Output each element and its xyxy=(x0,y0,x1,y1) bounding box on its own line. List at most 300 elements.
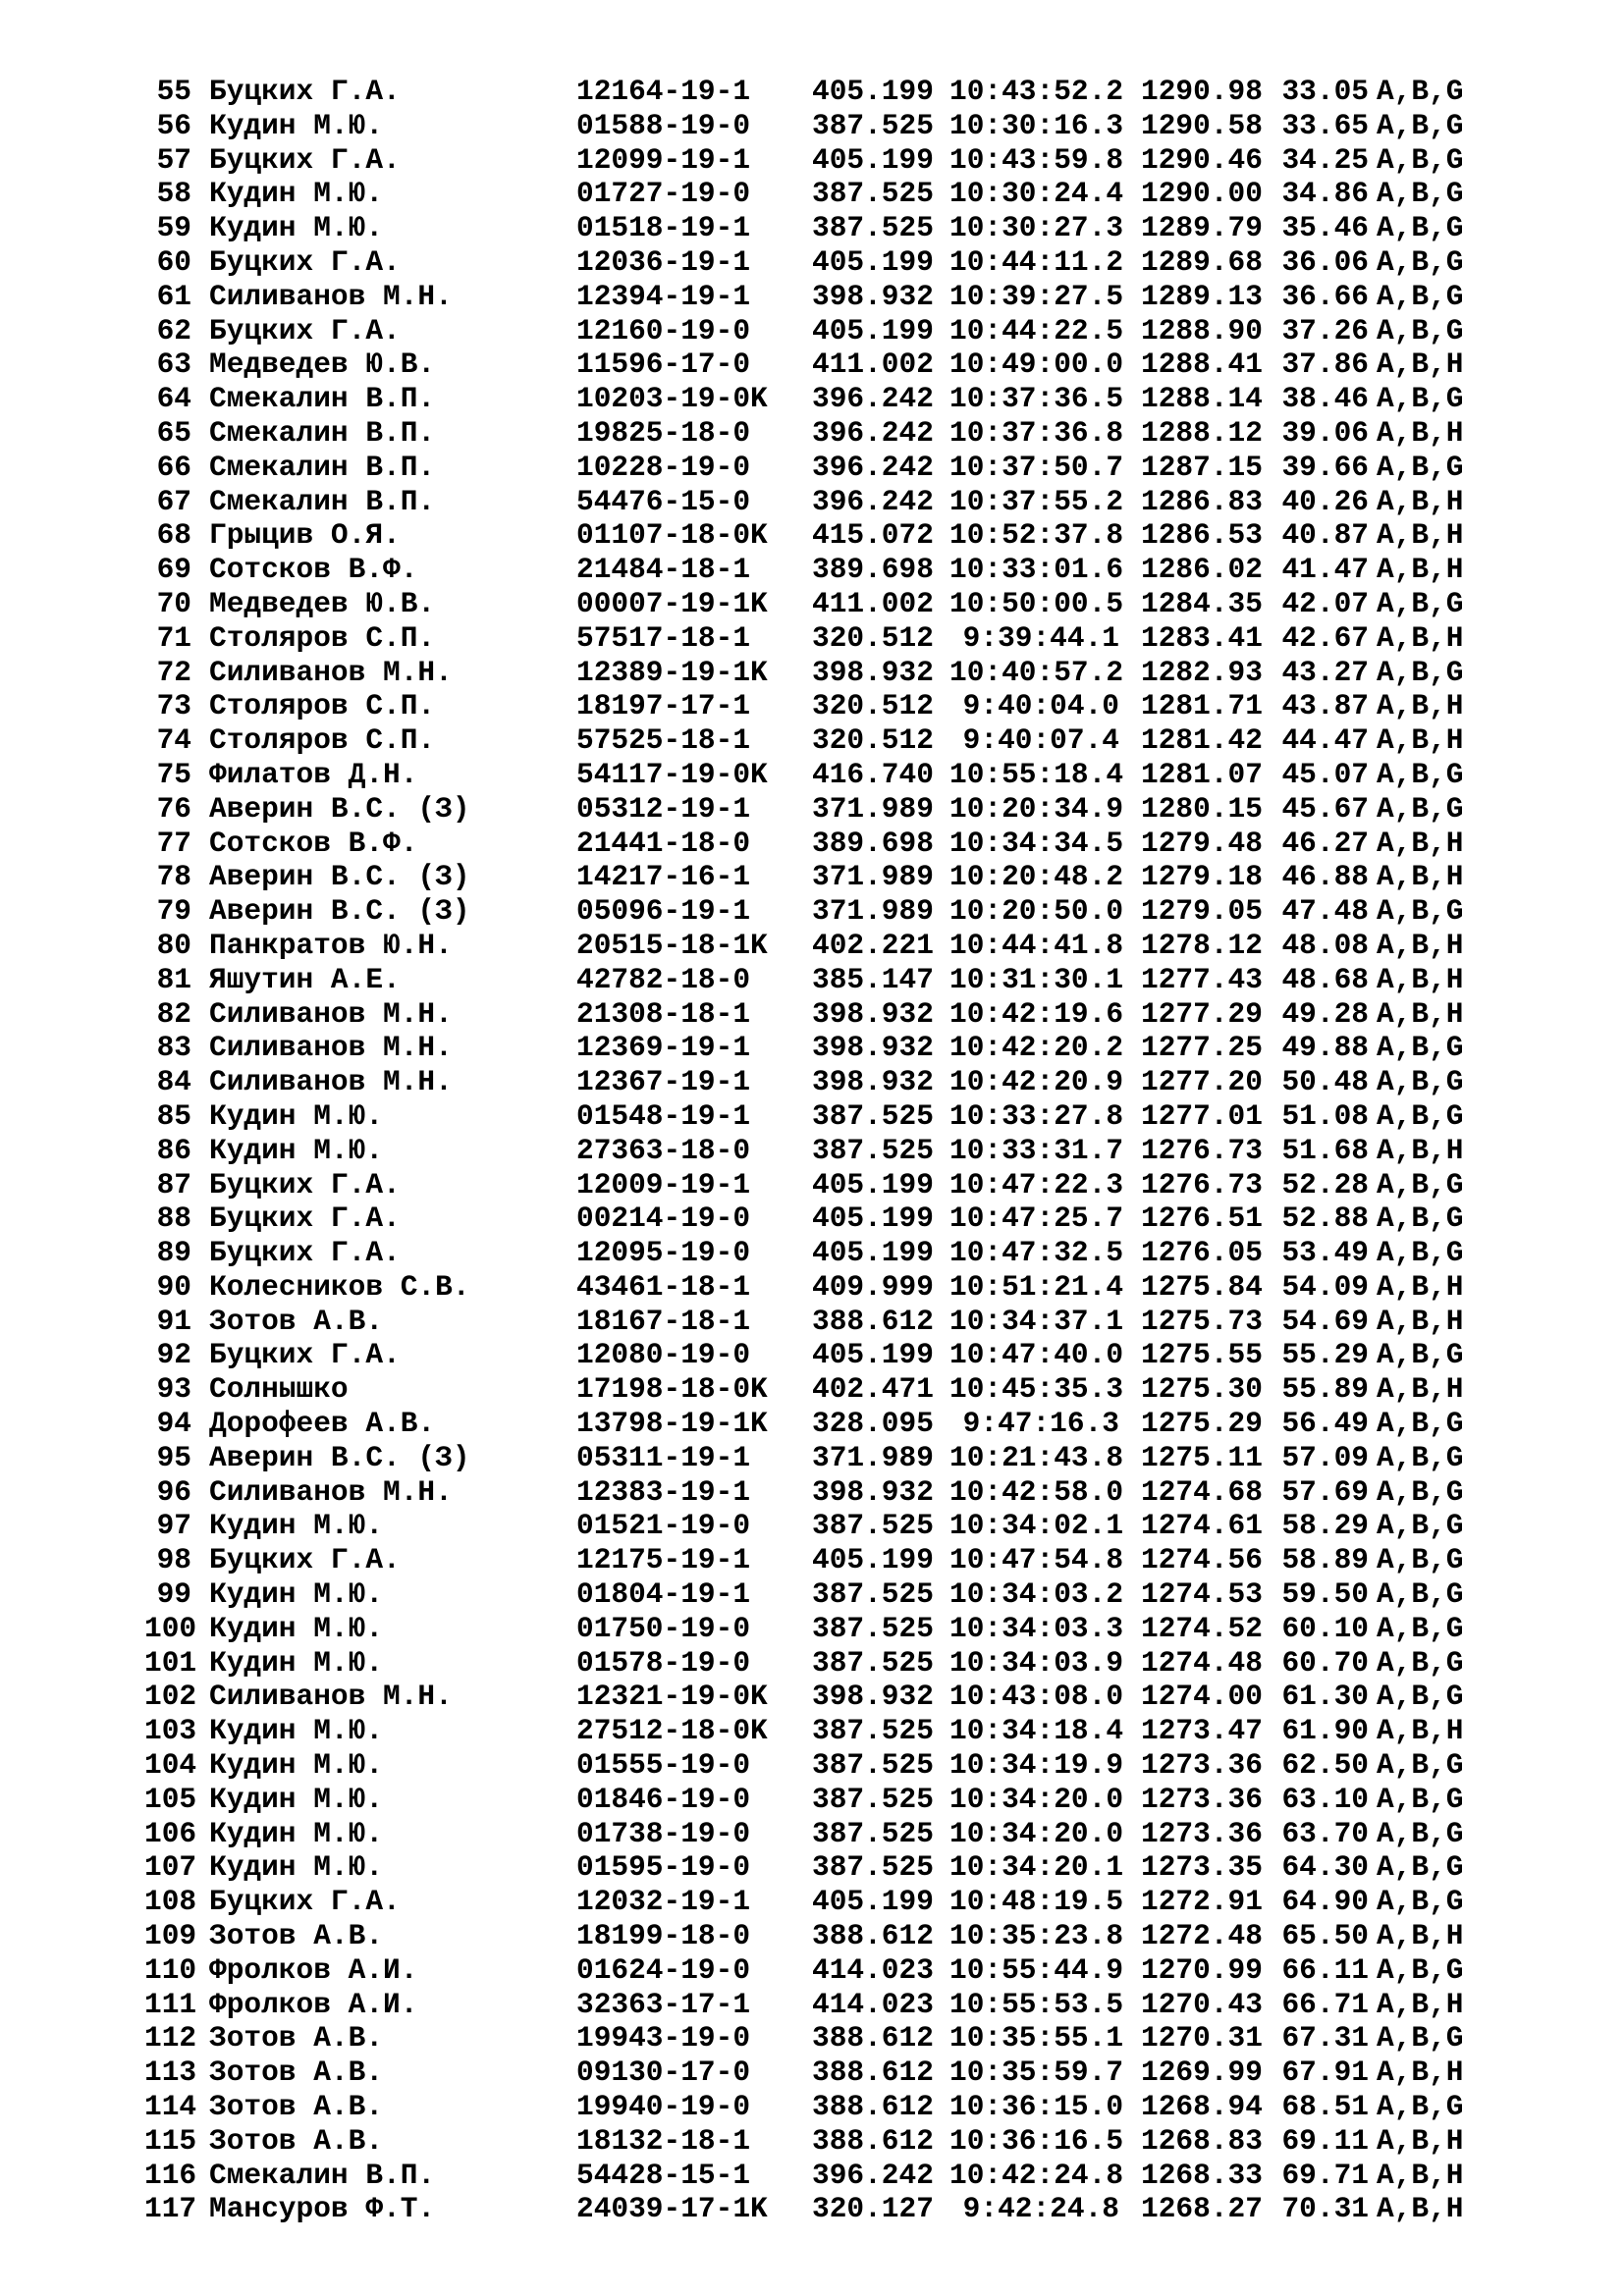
flags-value: A,B,H xyxy=(1377,1133,1464,1167)
ring-number: 54476-15-0 xyxy=(576,484,751,518)
speed-value: 1275.11 xyxy=(1141,1440,1263,1474)
distance-value: 398.932 xyxy=(812,1474,934,1509)
fancier-name: Аверин В.С. (З) xyxy=(209,1440,470,1474)
flags-value: A,B,H xyxy=(1377,1372,1464,1407)
coefficient-value: 46.88 xyxy=(1281,860,1369,894)
place-number: 99 xyxy=(156,1577,191,1612)
speed-value: 1288.41 xyxy=(1141,347,1263,382)
fancier-name: Дорофеев А.В. xyxy=(209,1407,436,1441)
flags-value: A,B,G xyxy=(1377,1474,1464,1509)
flags-value: A,B,H xyxy=(1377,1269,1464,1304)
speed-value: 1274.68 xyxy=(1141,1474,1263,1509)
distance-value: 402.471 xyxy=(812,1372,934,1407)
flags-value: A,B,G xyxy=(1377,1748,1464,1783)
coefficient-value: 59.50 xyxy=(1281,1577,1369,1612)
fancier-name: Буцких Г.А. xyxy=(209,1201,401,1236)
place-number: 78 xyxy=(156,860,191,894)
ring-number: 12036-19-1 xyxy=(576,244,751,279)
fancier-name: Кудин М.Ю. xyxy=(209,1577,384,1612)
place-number: 92 xyxy=(156,1338,191,1372)
fancier-name: Смекалин В.П. xyxy=(209,382,436,416)
speed-value: 1279.05 xyxy=(1141,894,1263,929)
fancier-name: Столяров С.П. xyxy=(209,723,436,758)
place-number: 82 xyxy=(156,996,191,1031)
ring-number: 01804-19-1 xyxy=(576,1577,751,1612)
coefficient-value: 45.07 xyxy=(1281,757,1369,791)
arrival-time: 10:33:27.8 xyxy=(949,1098,1124,1133)
fancier-name: Столяров С.П. xyxy=(209,689,436,723)
ring-number: 01846-19-0 xyxy=(576,1782,751,1816)
distance-value: 388.612 xyxy=(812,2090,934,2124)
table-row xyxy=(144,1407,1485,1441)
place-number: 74 xyxy=(156,723,191,758)
flags-value: A,B,G xyxy=(1377,244,1464,279)
coefficient-value: 40.26 xyxy=(1281,484,1369,518)
ring-number: 21308-18-1 xyxy=(576,996,751,1031)
arrival-time: 10:21:43.8 xyxy=(949,1440,1124,1474)
table-row xyxy=(144,860,1485,894)
distance-value: 388.612 xyxy=(812,2021,934,2056)
flags-value: A,B,G xyxy=(1377,177,1464,211)
arrival-time: 10:37:55.2 xyxy=(949,484,1124,518)
distance-value: 402.221 xyxy=(812,928,934,962)
fancier-name: Кудин М.Ю. xyxy=(209,177,384,211)
flags-value: A,B,G xyxy=(1377,75,1464,108)
place-number: 100 xyxy=(144,1611,197,1645)
place-number: 96 xyxy=(156,1474,191,1509)
place-number: 63 xyxy=(156,347,191,382)
fancier-name: Столяров С.П. xyxy=(209,620,436,655)
flags-value: A,B,G xyxy=(1377,1440,1464,1474)
table-row xyxy=(144,1953,1485,1988)
fancier-name: Мансуров Ф.Т. xyxy=(209,2192,436,2226)
speed-value: 1272.91 xyxy=(1141,1885,1263,1919)
arrival-time: 10:34:37.1 xyxy=(949,1304,1124,1338)
fancier-name: Буцких Г.А. xyxy=(209,1543,401,1577)
table-row xyxy=(144,621,1485,656)
speed-value: 1278.12 xyxy=(1141,928,1263,962)
table-row xyxy=(144,1543,1485,1577)
place-number: 107 xyxy=(144,1850,197,1885)
coefficient-value: 57.69 xyxy=(1281,1474,1369,1509)
ring-number: 00214-19-0 xyxy=(576,1201,751,1236)
place-number: 91 xyxy=(156,1304,191,1338)
flags-value: A,B,H xyxy=(1377,1304,1464,1338)
ring-number: 57517-18-1 xyxy=(576,620,751,655)
coefficient-value: 66.71 xyxy=(1281,1987,1369,2021)
ring-number: 21484-18-1 xyxy=(576,553,751,587)
coefficient-value: 67.91 xyxy=(1281,2056,1369,2090)
table-row xyxy=(144,2056,1485,2090)
place-number: 59 xyxy=(156,211,191,245)
distance-value: 387.525 xyxy=(812,1714,934,1748)
coefficient-value: 54.09 xyxy=(1281,1269,1369,1304)
speed-value: 1288.14 xyxy=(1141,382,1263,416)
place-number: 105 xyxy=(144,1782,197,1816)
arrival-time: 10:34:03.3 xyxy=(949,1611,1124,1645)
place-number: 102 xyxy=(144,1680,197,1714)
distance-value: 320.512 xyxy=(812,620,934,655)
flags-value: A,B,G xyxy=(1377,1885,1464,1919)
table-row xyxy=(144,2159,1485,2193)
fancier-name: Буцких Г.А. xyxy=(209,1338,401,1372)
fancier-name: Зотов А.В. xyxy=(209,1919,384,1953)
speed-value: 1283.41 xyxy=(1141,620,1263,655)
fancier-name: Зотов А.В. xyxy=(209,2090,384,2124)
flags-value: A,B,G xyxy=(1377,1577,1464,1612)
arrival-time: 10:47:32.5 xyxy=(949,1236,1124,1270)
speed-value: 1287.15 xyxy=(1141,450,1263,484)
place-number: 86 xyxy=(156,1133,191,1167)
table-row xyxy=(144,280,1485,314)
fancier-name: Смекалин В.П. xyxy=(209,484,436,518)
flags-value: A,B,H xyxy=(1377,723,1464,758)
arrival-time: 9:39:44.1 xyxy=(962,620,1119,655)
arrival-time: 10:20:50.0 xyxy=(949,894,1124,929)
ring-number: 20515-18-1K xyxy=(576,928,768,962)
flags-value: A,B,G xyxy=(1377,1098,1464,1133)
distance-value: 398.932 xyxy=(812,1065,934,1099)
speed-value: 1276.05 xyxy=(1141,1236,1263,1270)
arrival-time: 10:33:31.7 xyxy=(949,1133,1124,1167)
place-number: 111 xyxy=(144,1987,197,2021)
speed-value: 1277.29 xyxy=(1141,996,1263,1031)
fancier-name: Буцких Г.А. xyxy=(209,1167,401,1201)
ring-number: 42782-18-0 xyxy=(576,962,751,996)
fancier-name: Яшутин А.Е. xyxy=(209,962,401,996)
fancier-name: Кудин М.Ю. xyxy=(209,1098,384,1133)
ring-number: 12095-19-0 xyxy=(576,1236,751,1270)
ring-number: 01555-19-0 xyxy=(576,1748,751,1783)
table-row xyxy=(144,2021,1485,2056)
fancier-name: Зотов А.В. xyxy=(209,2123,384,2158)
distance-value: 387.525 xyxy=(812,1850,934,1885)
flags-value: A,B,H xyxy=(1377,2123,1464,2158)
distance-value: 385.147 xyxy=(812,962,934,996)
flags-value: A,B,H xyxy=(1377,553,1464,587)
coefficient-value: 66.11 xyxy=(1281,1952,1369,1987)
ring-number: 18132-18-1 xyxy=(576,2123,751,2158)
fancier-name: Кудин М.Ю. xyxy=(209,211,384,245)
coefficient-value: 48.68 xyxy=(1281,962,1369,996)
speed-value: 1268.94 xyxy=(1141,2090,1263,2124)
table-row xyxy=(144,518,1485,553)
place-number: 110 xyxy=(144,1952,197,1987)
flags-value: A,B,H xyxy=(1377,1919,1464,1953)
table-row xyxy=(144,758,1485,792)
coefficient-value: 43.27 xyxy=(1281,655,1369,689)
arrival-time: 10:31:30.1 xyxy=(949,962,1124,996)
speed-value: 1277.01 xyxy=(1141,1098,1263,1133)
fancier-name: Кудин М.Ю. xyxy=(209,1782,384,1816)
distance-value: 405.199 xyxy=(812,1236,934,1270)
table-row xyxy=(144,1748,1485,1783)
arrival-time: 10:36:16.5 xyxy=(949,2123,1124,2158)
coefficient-value: 68.51 xyxy=(1281,2090,1369,2124)
place-number: 70 xyxy=(156,586,191,620)
speed-value: 1276.51 xyxy=(1141,1201,1263,1236)
ring-number: 12099-19-1 xyxy=(576,142,751,177)
place-number: 95 xyxy=(156,1440,191,1474)
coefficient-value: 39.06 xyxy=(1281,415,1369,450)
distance-value: 398.932 xyxy=(812,996,934,1031)
table-row xyxy=(144,1338,1485,1372)
flags-value: A,B,G xyxy=(1377,1850,1464,1885)
ring-number: 01518-19-1 xyxy=(576,211,751,245)
place-number: 87 xyxy=(156,1167,191,1201)
flags-value: A,B,H xyxy=(1377,689,1464,723)
flags-value: A,B,G xyxy=(1377,791,1464,826)
table-row xyxy=(144,485,1485,519)
distance-value: 396.242 xyxy=(812,382,934,416)
flags-value: A,B,G xyxy=(1377,1031,1464,1065)
distance-value: 371.989 xyxy=(812,894,934,929)
flags-value: A,B,G xyxy=(1377,894,1464,929)
table-row xyxy=(144,997,1485,1032)
speed-value: 1274.48 xyxy=(1141,1645,1263,1680)
flags-value: A,B,G xyxy=(1377,1680,1464,1714)
place-number: 72 xyxy=(156,655,191,689)
distance-value: 405.199 xyxy=(812,244,934,279)
place-number: 114 xyxy=(144,2090,197,2124)
ring-number: 27512-18-0K xyxy=(576,1714,768,1748)
place-number: 62 xyxy=(156,313,191,347)
ring-number: 19825-18-0 xyxy=(576,415,751,450)
fancier-name: Панкратов Ю.Н. xyxy=(209,928,453,962)
speed-value: 1275.29 xyxy=(1141,1407,1263,1441)
coefficient-value: 65.50 xyxy=(1281,1919,1369,1953)
distance-value: 371.989 xyxy=(812,860,934,894)
fancier-name: Аверин В.С. (З) xyxy=(209,894,470,929)
ring-number: 14217-16-1 xyxy=(576,860,751,894)
arrival-time: 10:49:00.0 xyxy=(949,347,1124,382)
table-row xyxy=(144,347,1485,382)
speed-value: 1281.07 xyxy=(1141,757,1263,791)
place-number: 55 xyxy=(156,75,191,108)
arrival-time: 10:42:20.2 xyxy=(949,1031,1124,1065)
fancier-name: Кудин М.Ю. xyxy=(209,1850,384,1885)
table-row xyxy=(144,143,1485,178)
coefficient-value: 49.88 xyxy=(1281,1031,1369,1065)
table-row xyxy=(144,1065,1485,1099)
speed-value: 1269.99 xyxy=(1141,2056,1263,2090)
table-row xyxy=(144,177,1485,211)
distance-value: 320.512 xyxy=(812,689,934,723)
table-row xyxy=(144,553,1485,587)
place-number: 75 xyxy=(156,757,191,791)
flags-value: A,B,G xyxy=(1377,1782,1464,1816)
fancier-name: Филатов Д.Н. xyxy=(209,757,418,791)
arrival-time: 10:44:22.5 xyxy=(949,313,1124,347)
coefficient-value: 51.08 xyxy=(1281,1098,1369,1133)
distance-value: 389.698 xyxy=(812,553,934,587)
table-row xyxy=(144,894,1485,929)
arrival-time: 10:43:08.0 xyxy=(949,1680,1124,1714)
speed-value: 1268.33 xyxy=(1141,2158,1263,2192)
fancier-name: Зотов А.В. xyxy=(209,1304,384,1338)
speed-value: 1270.43 xyxy=(1141,1987,1263,2021)
flags-value: A,B,G xyxy=(1377,2090,1464,2124)
coefficient-value: 34.25 xyxy=(1281,142,1369,177)
coefficient-value: 61.90 xyxy=(1281,1714,1369,1748)
speed-value: 1274.00 xyxy=(1141,1680,1263,1714)
speed-value: 1284.35 xyxy=(1141,586,1263,620)
table-row xyxy=(144,792,1485,827)
arrival-time: 10:43:52.2 xyxy=(949,75,1124,108)
distance-value: 388.612 xyxy=(812,1304,934,1338)
flags-value: A,B,H xyxy=(1377,826,1464,860)
arrival-time: 10:30:16.3 xyxy=(949,108,1124,142)
arrival-time: 10:55:18.4 xyxy=(949,757,1124,791)
ring-number: 19943-19-0 xyxy=(576,2021,751,2056)
ring-number: 12175-19-1 xyxy=(576,1543,751,1577)
fancier-name: Колесников С.В. xyxy=(209,1269,470,1304)
ring-number: 12394-19-1 xyxy=(576,279,751,313)
ring-number: 32363-17-1 xyxy=(576,1987,751,2021)
distance-value: 409.999 xyxy=(812,1269,934,1304)
coefficient-value: 33.65 xyxy=(1281,108,1369,142)
fancier-name: Буцких Г.А. xyxy=(209,1236,401,1270)
fancier-name: Кудин М.Ю. xyxy=(209,1714,384,1748)
arrival-time: 10:34:20.1 xyxy=(949,1850,1124,1885)
speed-value: 1273.35 xyxy=(1141,1850,1263,1885)
ring-number: 01588-19-0 xyxy=(576,108,751,142)
distance-value: 387.525 xyxy=(812,1509,934,1543)
flags-value: A,B,H xyxy=(1377,2158,1464,2192)
ring-number: 12032-19-1 xyxy=(576,1885,751,1919)
coefficient-value: 70.31 xyxy=(1281,2192,1369,2226)
arrival-time: 10:47:54.8 xyxy=(949,1543,1124,1577)
arrival-time: 10:51:21.4 xyxy=(949,1269,1124,1304)
fancier-name: Аверин В.С. (З) xyxy=(209,791,470,826)
fancier-name: Аверин В.С. (З) xyxy=(209,860,470,894)
coefficient-value: 58.89 xyxy=(1281,1543,1369,1577)
fancier-name: Буцких Г.А. xyxy=(209,1885,401,1919)
distance-value: 411.002 xyxy=(812,347,934,382)
ring-number: 01521-19-0 xyxy=(576,1509,751,1543)
fancier-name: Солнышко xyxy=(209,1372,349,1407)
fancier-name: Кудин М.Ю. xyxy=(209,1611,384,1645)
arrival-time: 10:42:58.0 xyxy=(949,1474,1124,1509)
coefficient-value: 47.48 xyxy=(1281,894,1369,929)
place-number: 73 xyxy=(156,689,191,723)
table-row xyxy=(144,1236,1485,1270)
flags-value: A,B,H xyxy=(1377,860,1464,894)
coefficient-value: 63.10 xyxy=(1281,1782,1369,1816)
fancier-name: Кудин М.Ю. xyxy=(209,1748,384,1783)
speed-value: 1290.98 xyxy=(1141,75,1263,108)
speed-value: 1275.73 xyxy=(1141,1304,1263,1338)
ring-number: 18199-18-0 xyxy=(576,1919,751,1953)
speed-value: 1281.42 xyxy=(1141,723,1263,758)
speed-value: 1277.43 xyxy=(1141,962,1263,996)
fancier-name: Зотов А.В. xyxy=(209,2056,384,2090)
ring-number: 24039-17-1K xyxy=(576,2192,768,2226)
coefficient-value: 36.66 xyxy=(1281,279,1369,313)
table-row xyxy=(144,211,1485,245)
coefficient-value: 63.70 xyxy=(1281,1816,1369,1850)
fancier-name: Буцких Г.А. xyxy=(209,244,401,279)
speed-value: 1279.18 xyxy=(1141,860,1263,894)
speed-value: 1275.30 xyxy=(1141,1372,1263,1407)
flags-value: A,B,G xyxy=(1377,450,1464,484)
place-number: 57 xyxy=(156,142,191,177)
place-number: 117 xyxy=(144,2192,197,2226)
arrival-time: 10:44:11.2 xyxy=(949,244,1124,279)
fancier-name: Силиванов М.Н. xyxy=(209,996,453,1031)
arrival-time: 10:20:48.2 xyxy=(949,860,1124,894)
ring-number: 01548-19-1 xyxy=(576,1098,751,1133)
arrival-time: 10:34:02.1 xyxy=(949,1509,1124,1543)
coefficient-value: 56.49 xyxy=(1281,1407,1369,1441)
table-row xyxy=(144,963,1485,997)
arrival-time: 9:47:16.3 xyxy=(962,1407,1119,1441)
fancier-name: Фролков А.И. xyxy=(209,1952,418,1987)
fancier-name: Сотсков В.Ф. xyxy=(209,826,418,860)
fancier-name: Силиванов М.Н. xyxy=(209,1680,453,1714)
fancier-name: Фролков А.И. xyxy=(209,1987,418,2021)
distance-value: 389.698 xyxy=(812,826,934,860)
place-number: 108 xyxy=(144,1885,197,1919)
place-number: 104 xyxy=(144,1748,197,1783)
place-number: 56 xyxy=(156,108,191,142)
table-row xyxy=(144,689,1485,723)
flags-value: A,B,G xyxy=(1377,279,1464,313)
flags-value: A,B,G xyxy=(1377,655,1464,689)
speed-value: 1281.71 xyxy=(1141,689,1263,723)
distance-value: 387.525 xyxy=(812,1645,934,1680)
arrival-time: 10:43:59.8 xyxy=(949,142,1124,177)
arrival-time: 10:44:41.8 xyxy=(949,928,1124,962)
arrival-time: 10:47:22.3 xyxy=(949,1167,1124,1201)
flags-value: A,B,G xyxy=(1377,1645,1464,1680)
distance-value: 387.525 xyxy=(812,108,934,142)
coefficient-value: 64.90 xyxy=(1281,1885,1369,1919)
fancier-name: Буцких Г.А. xyxy=(209,313,401,347)
distance-value: 387.525 xyxy=(812,1577,934,1612)
fancier-name: Смекалин В.П. xyxy=(209,2158,436,2192)
ring-number: 57525-18-1 xyxy=(576,723,751,758)
ring-number: 13798-19-1K xyxy=(576,1407,768,1441)
distance-value: 398.932 xyxy=(812,1031,934,1065)
distance-value: 398.932 xyxy=(812,1680,934,1714)
coefficient-value: 38.46 xyxy=(1281,382,1369,416)
flags-value: A,B,G xyxy=(1377,1543,1464,1577)
place-number: 81 xyxy=(156,962,191,996)
speed-value: 1275.84 xyxy=(1141,1269,1263,1304)
speed-value: 1274.53 xyxy=(1141,1577,1263,1612)
place-number: 116 xyxy=(144,2158,197,2192)
arrival-time: 10:36:15.0 xyxy=(949,2090,1124,2124)
flags-value: A,B,G xyxy=(1377,1816,1464,1850)
distance-value: 371.989 xyxy=(812,1440,934,1474)
ring-number: 05096-19-1 xyxy=(576,894,751,929)
table-row xyxy=(144,1988,1485,2022)
distance-value: 398.932 xyxy=(812,279,934,313)
ring-number: 12160-19-0 xyxy=(576,313,751,347)
distance-value: 414.023 xyxy=(812,1987,934,2021)
table-row xyxy=(144,1509,1485,1543)
flags-value: A,B,G xyxy=(1377,2021,1464,2056)
distance-value: 405.199 xyxy=(812,75,934,108)
table-row xyxy=(144,1441,1485,1475)
flags-value: A,B,H xyxy=(1377,2192,1464,2226)
ring-number: 54117-19-0K xyxy=(576,757,768,791)
table-row xyxy=(144,1885,1485,1919)
coefficient-value: 67.31 xyxy=(1281,2021,1369,2056)
place-number: 112 xyxy=(144,2021,197,2056)
table-row xyxy=(144,75,1485,109)
